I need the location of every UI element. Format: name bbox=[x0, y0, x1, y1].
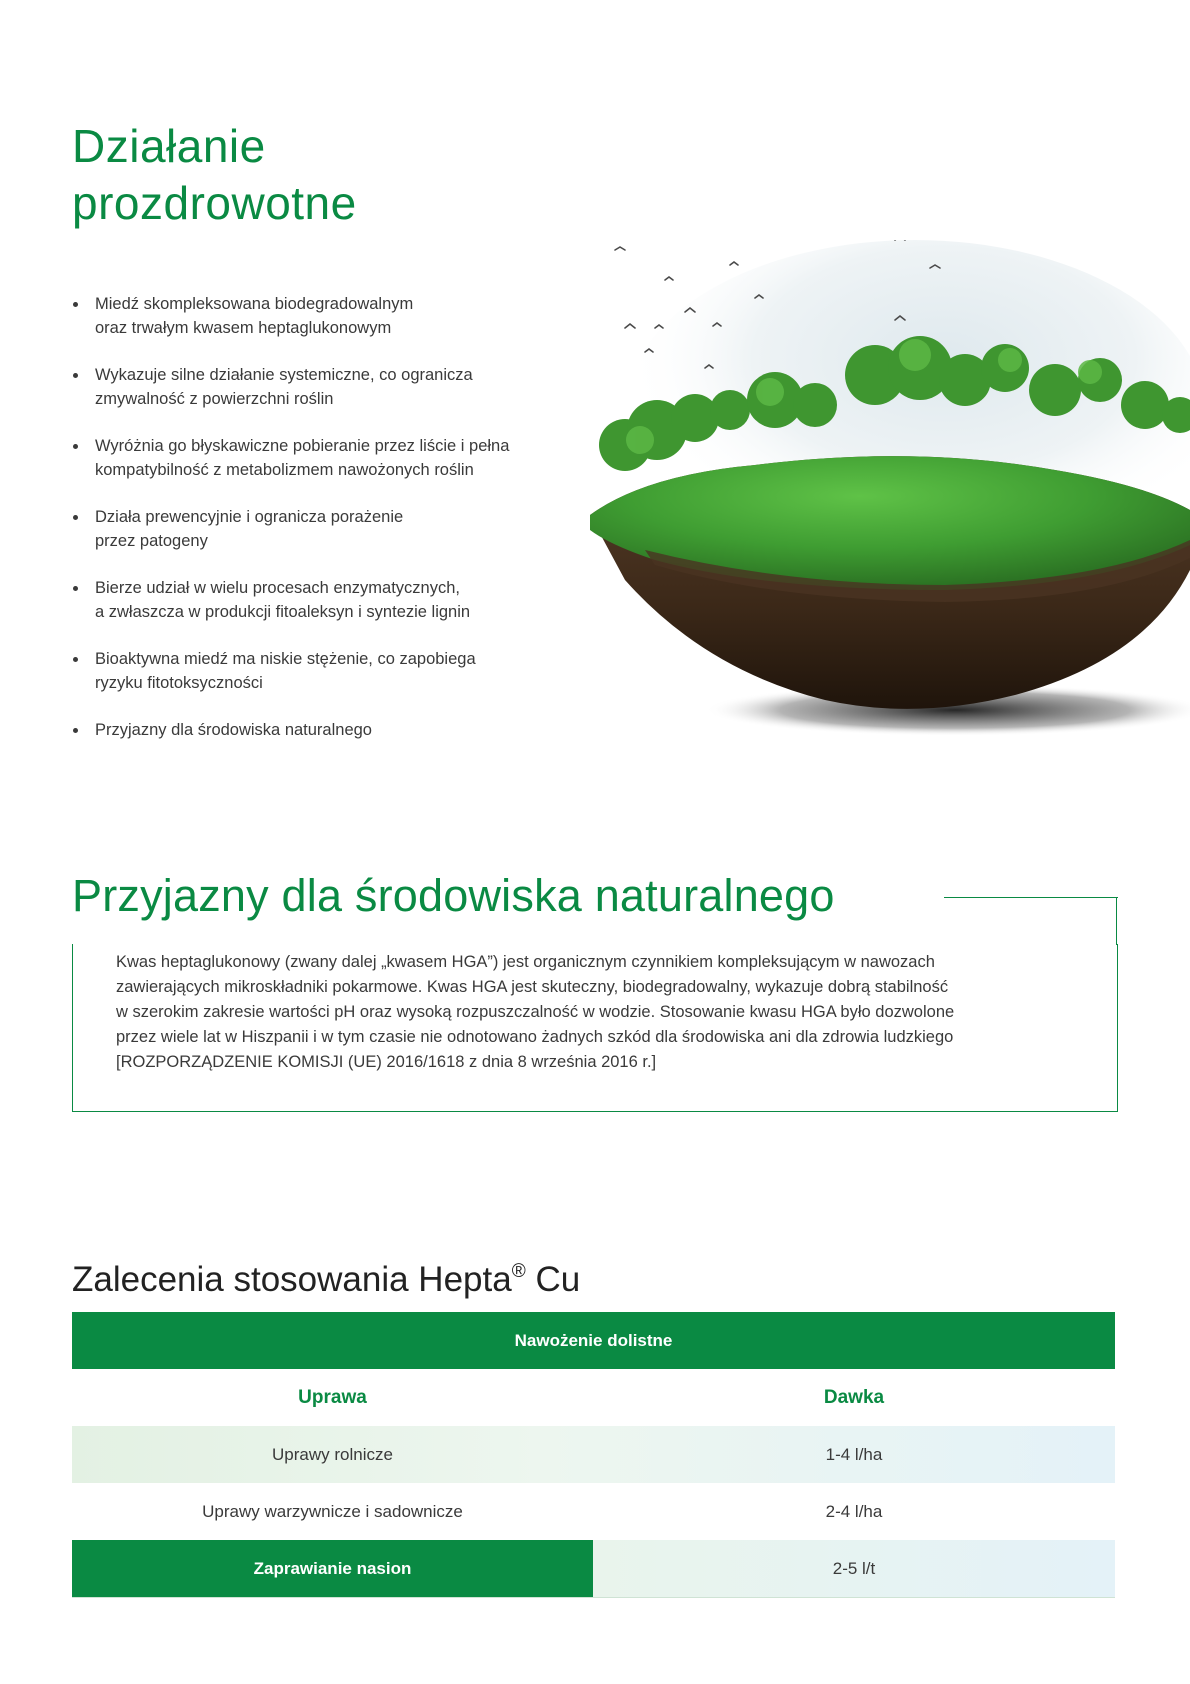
table-header: Nawożenie dolistne bbox=[72, 1312, 1115, 1369]
table-cell-crop: Zaprawianie nasion bbox=[72, 1540, 593, 1597]
list-item: Bioaktywna miedź ma niskie stężenie, co zapobiega ryzyku fitotoksyczności bbox=[72, 647, 592, 695]
registered-mark: ® bbox=[511, 1261, 526, 1282]
usage-title-suffix: Cu bbox=[525, 1260, 581, 1299]
table-column-headers bbox=[72, 1369, 1115, 1426]
table-row bbox=[72, 1483, 1115, 1540]
list-item: Wykazuje silne działanie systemiczne, co ogranicza zmywalność z powierzchni roślin bbox=[72, 363, 592, 411]
usage-table bbox=[72, 1312, 1115, 1598]
list-item: Wyróżnia go błyskawiczne pobieranie przez liście i pełna kompatybilność z metabolizmem nawożonych roślin bbox=[72, 434, 592, 482]
column-header-dose: Dawka bbox=[823, 1386, 885, 1408]
list-item: Miedź skompleksowana biodegradowalnym oraz trwałym kwasem heptaglukonowym bbox=[72, 292, 592, 340]
table-row bbox=[72, 1426, 1115, 1483]
table-cell-dose: 2-4 l/ha bbox=[825, 1501, 883, 1521]
table-cell-dose: 2-5 l/t bbox=[593, 1540, 1115, 1597]
section-title-health: Działanie prozdrowotne bbox=[72, 120, 357, 229]
usage-title-text: Zalecenia stosowania Hepta bbox=[72, 1260, 512, 1299]
eco-paragraph: Kwas heptaglukonowy (zwany dalej „kwasem HGA”) jest organicznym czynnikiem kompleksującym w nawozach zawierających mikroskładniki pokarmowe. Kwas HGA jest skuteczny, biodegradowalny, wykazuje dobrą stabilność w szerokim zakresie wartości pH oraz wysoką rozpuszczalność w wodzie. Stosowanie kwasu HGA było dozwolone przez wiele lat w Hiszpanii i w tym czasie nie odnotowano żadnych szkód dla środowiska ani dla zdrowia ludzkiego [ROZPORZĄDZENIE KOMISJI (UE) 2016/1618 z dnia 8 września 2016 r.] bbox=[116, 953, 955, 1071]
floating-island-illustration bbox=[585, 240, 1190, 760]
table-cell-crop: Uprawy warzywnicze i sadownicze bbox=[202, 1501, 463, 1521]
section-title-eco: Przyjazny dla środowiska naturalnego bbox=[72, 870, 835, 921]
section-title-usage bbox=[72, 1250, 580, 1302]
benefits-list bbox=[72, 292, 592, 765]
table-cell-dose: 1-4 l/ha bbox=[825, 1444, 883, 1464]
table-cell-crop: Uprawy rolnicze bbox=[272, 1444, 393, 1464]
frame-top-line bbox=[944, 897, 1118, 898]
list-item: Działa prewencyjnie i ogranicza porażenie przez patogeny bbox=[72, 505, 592, 553]
frame-right-line bbox=[1116, 897, 1117, 945]
table-row bbox=[72, 1540, 1115, 1598]
list-item: Bierze udział w wielu procesach enzymatycznych, a zwłaszcza w produkcji fitoaleksyn i syntezie lignin bbox=[72, 576, 592, 624]
list-item: Przyjazny dla środowiska naturalnego bbox=[72, 718, 592, 742]
column-header-crop: Uprawa bbox=[298, 1386, 367, 1408]
